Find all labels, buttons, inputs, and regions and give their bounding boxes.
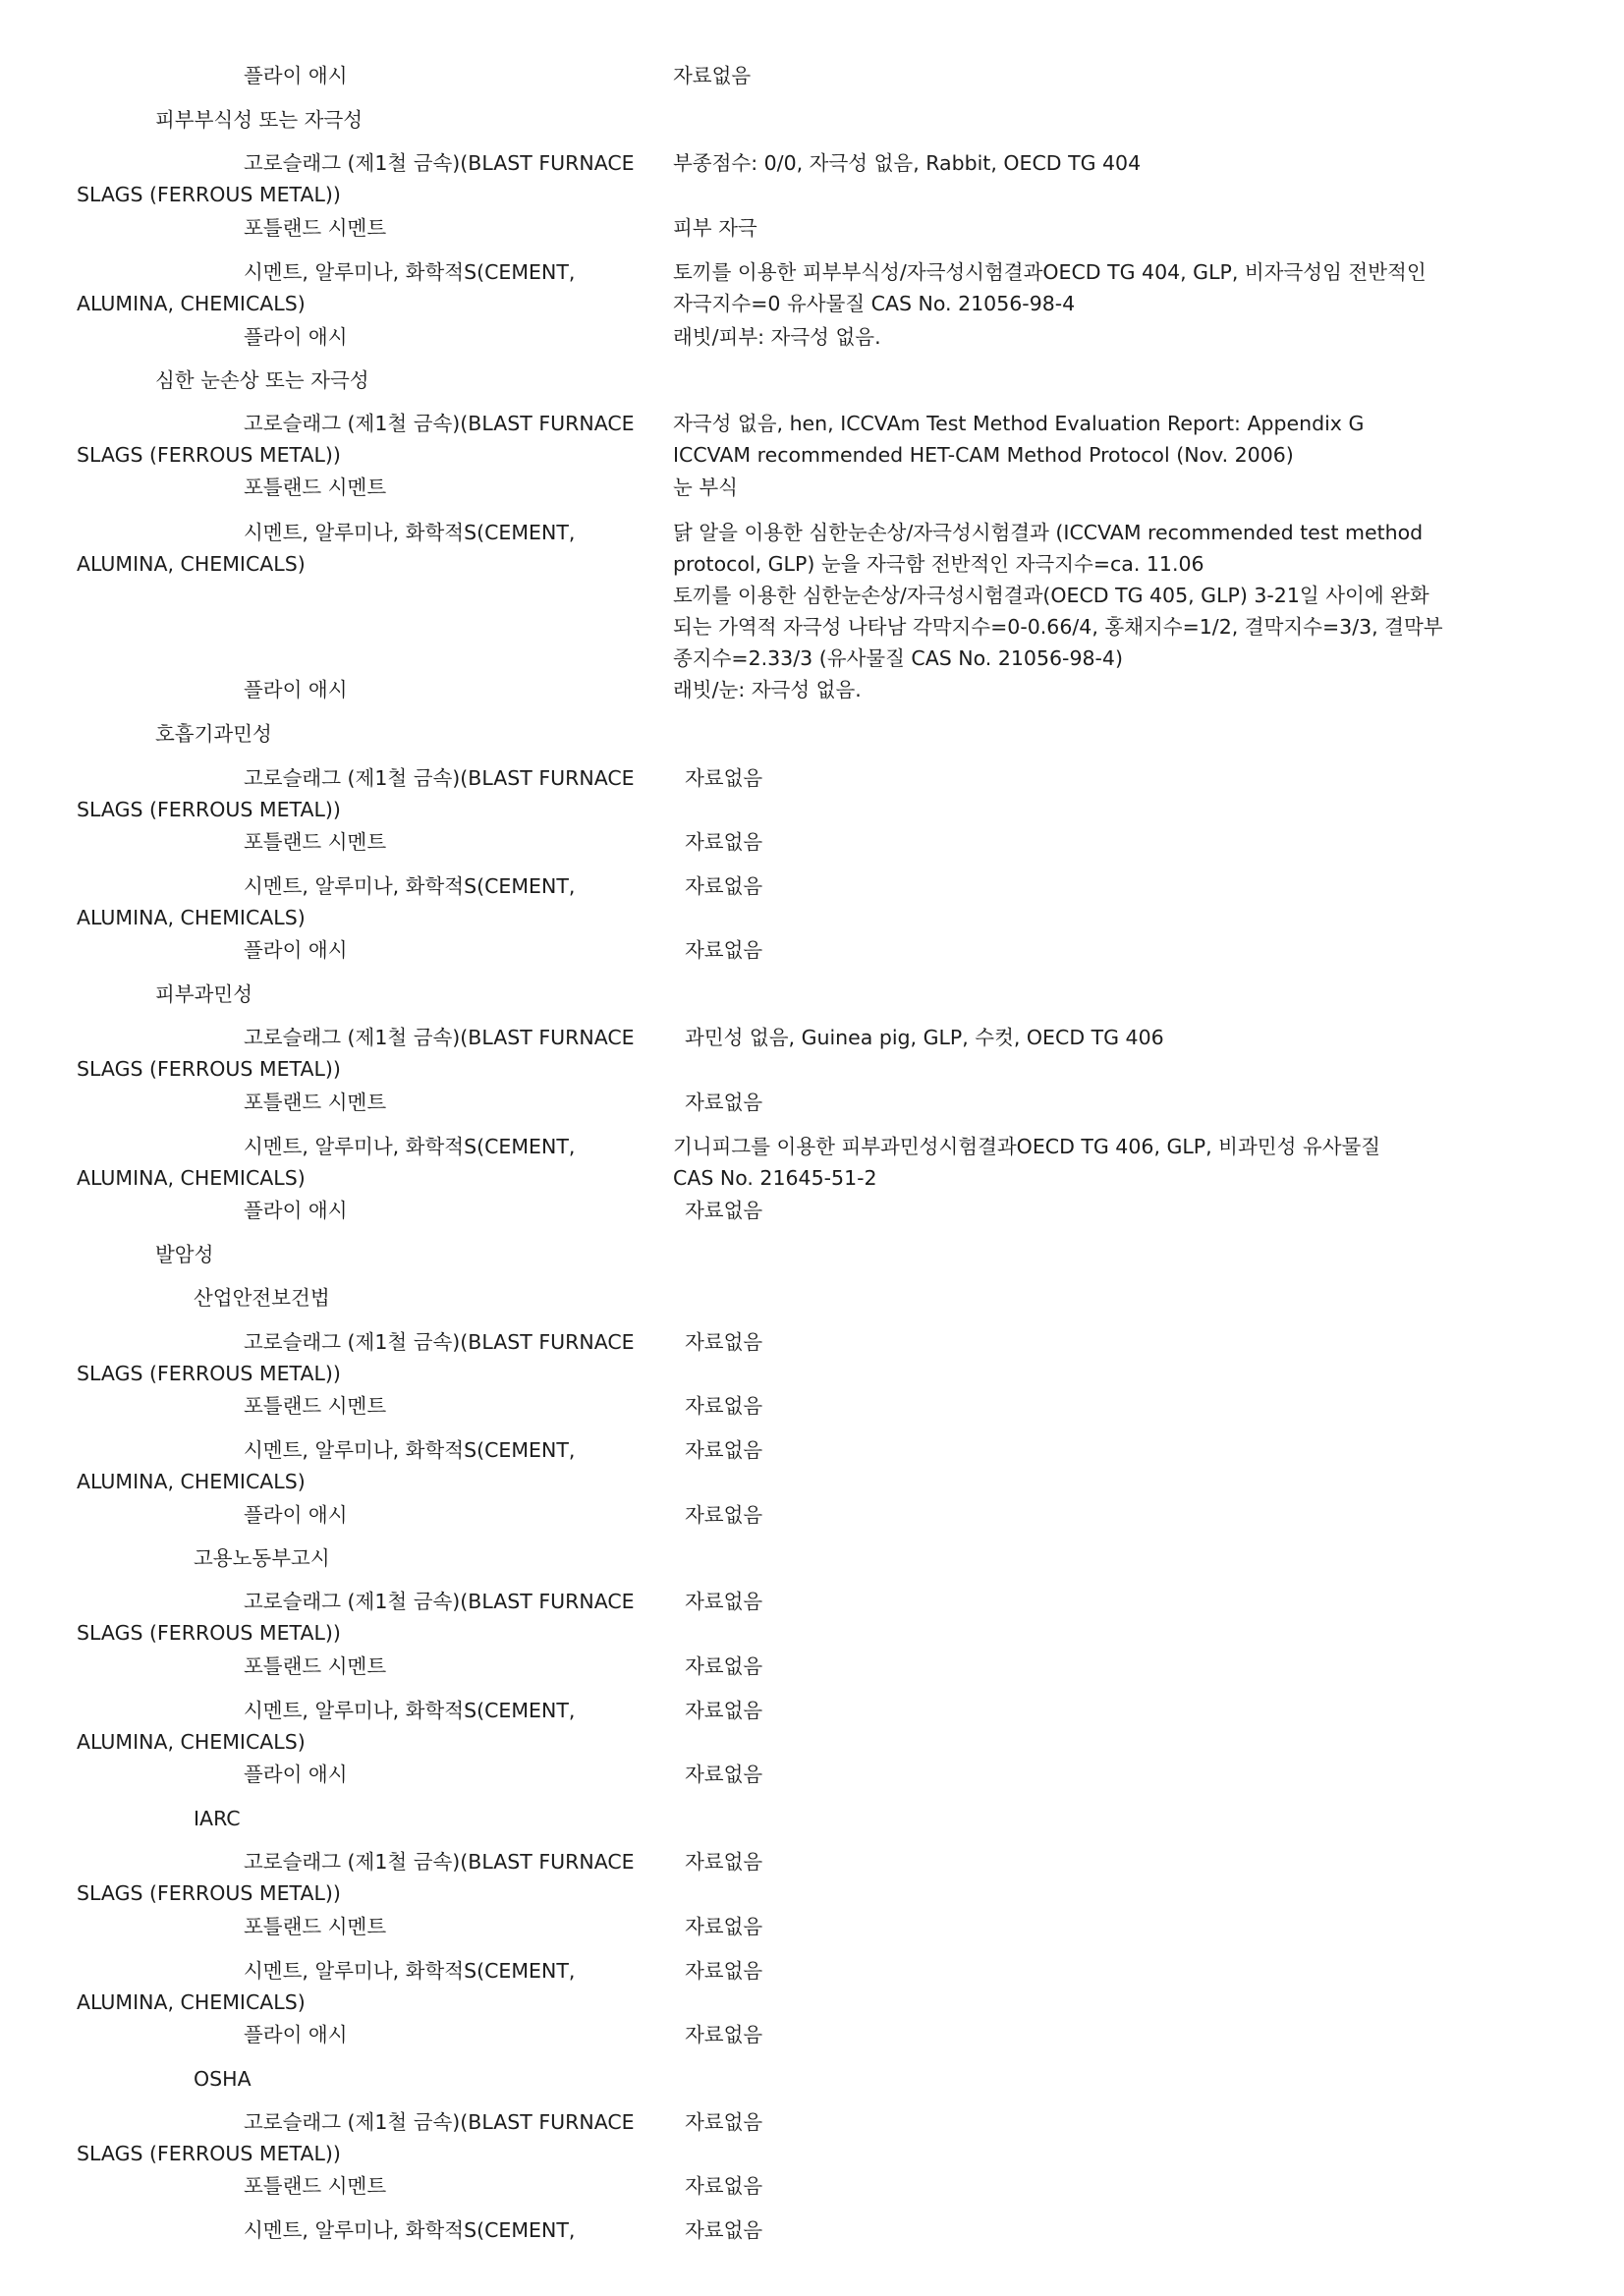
result-value: 자료없음 [685, 2174, 763, 2198]
substance-name: 포틀랜드 시멘트 [244, 216, 387, 240]
substance-name: 포틀랜드 시멘트 [244, 476, 387, 499]
result-value: 자료없음 [685, 1590, 763, 1613]
result-value: 자료없음 [685, 2218, 763, 2242]
result-value: 자료없음 [685, 1091, 763, 1114]
result-value: 자료없음 [685, 938, 763, 962]
substance-name: 포틀랜드 시멘트 [244, 1654, 387, 1678]
substance-name: 시멘트, 알루미나, 화학적S(CEMENT, ALUMINA, CHEMICALS) [77, 1699, 576, 1754]
substance-name: 고로슬래그 (제1철 금속)(BLAST FURNACE SLAGS (FERROUS METAL)) [77, 1590, 635, 1645]
result-value: 눈 부식 [673, 476, 738, 499]
substance-name: 플라이 애시 [244, 64, 348, 87]
subsection-heading-kosha-act: 산업안전보건법 [194, 1286, 330, 1310]
substance-name: 고로슬래그 (제1철 금속)(BLAST FURNACE SLAGS (FERROUS METAL)) [77, 412, 635, 467]
substance-name: 고로슬래그 (제1철 금속)(BLAST FURNACE SLAGS (FERROUS METAL)) [77, 2110, 635, 2165]
result-value: 자료없음 [685, 1503, 763, 1527]
result-value: 피부 자극 [673, 216, 757, 240]
section-heading-skin-corrosion: 피부부식성 또는 자극성 [155, 108, 364, 132]
section-heading-eye-damage: 심한 눈손상 또는 자극성 [155, 368, 369, 392]
substance-name: 고로슬래그 (제1철 금속)(BLAST FURNACE SLAGS (FERROUS METAL)) [77, 151, 635, 206]
subsection-heading-moel-notice: 고용노동부고시 [194, 1546, 330, 1570]
substance-name: 시멘트, 알루미나, 화학적S(CEMENT, ALUMINA, CHEMICALS) [77, 1135, 576, 1190]
substance-name: 시멘트, 알루미나, 화학적S(CEMENT, [244, 2218, 576, 2242]
subsection-heading-osha: OSHA [194, 2067, 252, 2091]
result-value: 자료없음 [685, 1850, 763, 1874]
result-value: 래빗/피부: 자극성 없음. [673, 325, 881, 349]
substance-name: 시멘트, 알루미나, 화학적S(CEMENT, ALUMINA, CHEMICALS) [77, 260, 576, 315]
substance-name: 플라이 애시 [244, 1199, 348, 1222]
result-value: 자료없음 [685, 766, 763, 790]
section-heading-respiratory-sensitization: 호흡기과민성 [155, 722, 272, 746]
result-value: 자료없음 [685, 2110, 763, 2134]
result-value: 자료없음 [673, 64, 752, 87]
substance-name: 시멘트, 알루미나, 화학적S(CEMENT, ALUMINA, CHEMICALS) [77, 521, 576, 576]
result-value: 자료없음 [685, 1915, 763, 1938]
result-value: 자료없음 [685, 2023, 763, 2046]
substance-name: 플라이 애시 [244, 2023, 348, 2046]
result-value: 자료없음 [685, 1763, 763, 1786]
result-value: 토끼를 이용한 피부부식성/자극성시험결과OECD TG 404, GLP, 비자극성임 전반적인 자극지수=0 유사물질 CAS No. 21056-98-4 [673, 260, 1427, 315]
substance-name: 플라이 애시 [244, 325, 348, 349]
substance-name: 포틀랜드 시멘트 [244, 830, 387, 854]
substance-name: 고로슬래그 (제1철 금속)(BLAST FURNACE SLAGS (FERROUS METAL)) [77, 1330, 635, 1385]
substance-name: 플라이 애시 [244, 938, 348, 962]
result-value: 자료없음 [685, 1330, 763, 1354]
substance-name: 시멘트, 알루미나, 화학적S(CEMENT, ALUMINA, CHEMICALS) [77, 874, 576, 929]
result-value: 자극성 없음, hen, ICCVAm Test Method Evaluation Report: Appendix G ICCVAM recommended HET-CAM Method Protocol (Nov. 2006) [673, 412, 1365, 467]
substance-name: 플라이 애시 [244, 1763, 348, 1786]
result-value: 자료없음 [685, 1394, 763, 1418]
result-value: 자료없음 [685, 1199, 763, 1222]
result-value: 자료없음 [685, 1654, 763, 1678]
result-value: 닭 알을 이용한 심한눈손상/자극성시험결과 (ICCVAM recommended test method protocol, GLP) 눈을 자극함 전반적인 자극지수=ca. 11.06 토끼를 이용한 심한눈손상/자극성시험결과(OECD TG 405, GLP) 3-21일 사이에 완화 되는 가역적 자극성 나타남 각막지수=0-0.66/4, 홍채지수=1/2, 결막지수=3/3, 결막부 종지수=2.33/3 (유사물질 CAS No. 21056-98-4) [673, 521, 1443, 670]
result-value: 자료없음 [685, 874, 763, 898]
result-value: 부종점수: 0/0, 자극성 없음, Rabbit, OECD TG 404 [673, 151, 1142, 175]
result-value: 기니피그를 이용한 피부과민성시험결과OECD TG 406, GLP, 비과민성 유사물질 CAS No. 21645-51-2 [673, 1135, 1381, 1190]
substance-name: 시멘트, 알루미나, 화학적S(CEMENT, ALUMINA, CHEMICALS) [77, 1438, 576, 1493]
substance-name: 포틀랜드 시멘트 [244, 1915, 387, 1938]
substance-name: 시멘트, 알루미나, 화학적S(CEMENT, ALUMINA, CHEMICALS) [77, 1959, 576, 2014]
section-heading-skin-sensitization: 피부과민성 [155, 982, 253, 1006]
substance-name: 플라이 애시 [244, 1503, 348, 1527]
result-value: 자료없음 [685, 1699, 763, 1722]
result-value: 과민성 없음, Guinea pig, GLP, 수컷, OECD TG 406 [685, 1026, 1164, 1049]
substance-name: 플라이 애시 [244, 678, 348, 701]
result-value: 자료없음 [685, 1959, 763, 1983]
result-value: 자료없음 [685, 1438, 763, 1462]
result-value: 래빗/눈: 자극성 없음. [673, 678, 862, 701]
substance-name: 포틀랜드 시멘트 [244, 1394, 387, 1418]
subsection-heading-iarc: IARC [194, 1807, 241, 1830]
substance-name: 고로슬래그 (제1철 금속)(BLAST FURNACE SLAGS (FERROUS METAL)) [77, 766, 635, 821]
substance-name: 고로슬래그 (제1철 금속)(BLAST FURNACE SLAGS (FERROUS METAL)) [77, 1026, 635, 1081]
substance-name: 포틀랜드 시멘트 [244, 2174, 387, 2198]
section-heading-carcinogenicity: 발암성 [155, 1243, 214, 1266]
result-value: 자료없음 [685, 830, 763, 854]
substance-name: 포틀랜드 시멘트 [244, 1091, 387, 1114]
substance-name: 고로슬래그 (제1철 금속)(BLAST FURNACE SLAGS (FERROUS METAL)) [77, 1850, 635, 1905]
